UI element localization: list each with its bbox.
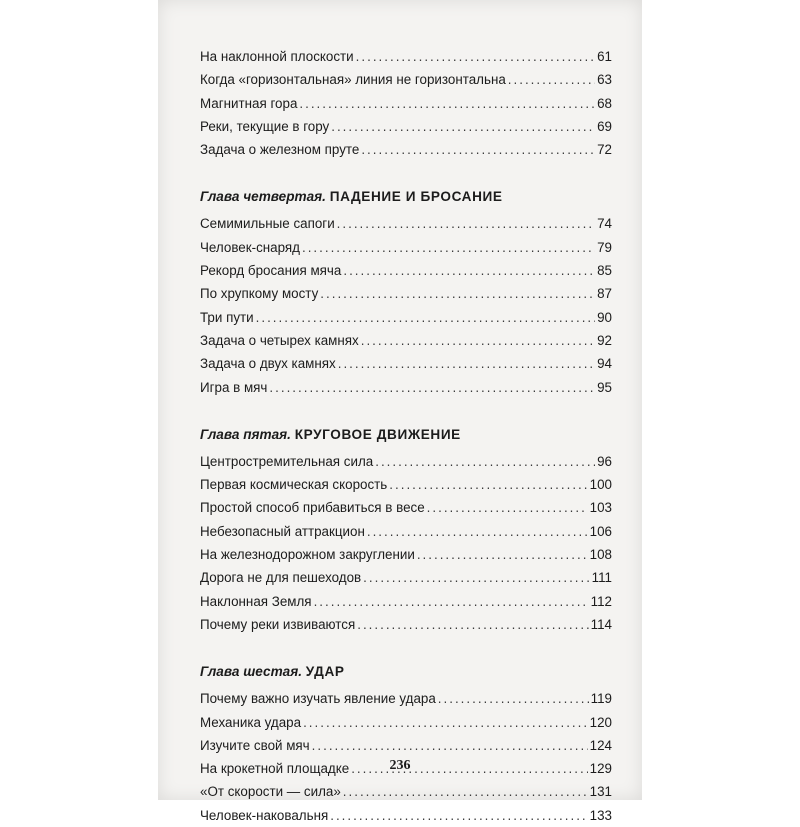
toc-entry-title: На наклонной плоскости <box>200 49 354 64</box>
toc-entry-page: 74 <box>597 216 612 232</box>
toc-entry-page: 94 <box>597 356 612 372</box>
toc-entry-page: 129 <box>589 761 612 777</box>
toc-entry <box>200 306 612 329</box>
chapter-heading <box>200 184 612 210</box>
toc-entry <box>200 590 612 613</box>
toc-entry-page: 100 <box>589 477 612 493</box>
dot-leader <box>367 520 588 543</box>
toc-entry <box>200 613 612 636</box>
toc-entry-page: 85 <box>597 263 612 279</box>
toc-entry-title: Три пути <box>200 309 254 325</box>
toc-entry-page: 108 <box>589 547 612 563</box>
dot-leader <box>302 236 595 259</box>
toc-entry-title: Задача о двух камнях <box>200 356 336 372</box>
toc-entry-title: Небезопасный аттракцион <box>200 523 365 539</box>
toc-entry-title: «От скорости — сила» <box>200 784 341 800</box>
chapter-heading <box>200 422 612 448</box>
dot-leader <box>331 115 595 138</box>
toc-entry <box>200 329 612 352</box>
toc-entry <box>200 711 612 734</box>
dot-leader <box>338 352 595 375</box>
dot-leader <box>256 306 595 329</box>
toc-entry <box>200 236 612 259</box>
toc-entry-title: Почему важно изучать явление удара <box>200 691 436 707</box>
dot-leader <box>343 780 588 803</box>
dot-leader <box>330 804 587 827</box>
toc-entry-title: Семимильные сапоги <box>200 216 335 232</box>
dot-leader <box>363 566 589 589</box>
toc-entry <box>200 734 612 757</box>
toc-entry-title: Человек-наковальня <box>200 807 329 823</box>
toc-entry-title: Простой способ прибавиться в весе <box>200 500 425 516</box>
dot-leader <box>357 613 588 636</box>
toc-entry-title: На железнодорожном закруглении <box>200 547 415 563</box>
toc-entry-page: 68 <box>597 95 612 111</box>
toc-entry-title: Игра в мяч <box>200 379 268 395</box>
dot-leader <box>361 138 595 161</box>
chapter-label: Глава шестая. <box>200 664 303 680</box>
dot-leader <box>438 687 589 710</box>
toc-entry <box>200 780 612 803</box>
toc-entry-title: Человек-снаряд <box>200 239 300 255</box>
chapter-name: УДАР <box>305 664 345 680</box>
toc-entry-title: Первая космическая скорость <box>200 477 388 493</box>
toc-entry-page: 72 <box>597 142 612 158</box>
toc-entry-title: Дорога не для пешеходов <box>200 570 362 586</box>
toc-entry-page: 103 <box>589 500 612 516</box>
toc-entry-title: Задача о четырех камнях <box>200 332 359 348</box>
toc-entry-title: Почему реки извиваются <box>200 616 356 632</box>
toc-entry-title: Рекорд бросания мяча <box>200 263 342 279</box>
toc-entry-page: 120 <box>589 714 612 730</box>
toc-entry-page: 69 <box>597 118 612 134</box>
toc-entry <box>200 45 612 68</box>
dot-leader <box>361 329 595 352</box>
dot-leader <box>303 711 588 734</box>
toc-entry-title: Центростремительная сила <box>200 453 374 469</box>
table-of-contents <box>200 45 612 827</box>
toc-entry-title: На крокетной площадке <box>200 761 350 777</box>
toc-entry <box>200 520 612 543</box>
toc-entry <box>200 92 612 115</box>
toc-entry-page: 92 <box>597 332 612 348</box>
toc-entry <box>200 68 612 91</box>
toc-entry <box>200 496 612 519</box>
toc-entry-title: Механика удара <box>200 714 302 730</box>
toc-entry-page: 106 <box>589 523 612 539</box>
toc-entry <box>200 687 612 710</box>
toc-entry-page: 112 <box>590 593 612 609</box>
toc-entry <box>200 376 612 399</box>
dot-leader <box>356 45 595 68</box>
toc-entry-page: 79 <box>597 239 612 255</box>
dot-leader <box>375 450 595 473</box>
dot-leader <box>312 734 588 757</box>
toc-entry <box>200 138 612 161</box>
chapter-label: Глава четвертая. <box>200 189 326 205</box>
toc-entry <box>200 804 612 827</box>
dot-leader <box>343 259 595 282</box>
toc-entry-page: 63 <box>597 72 612 88</box>
toc-entry <box>200 212 612 235</box>
chapter-label: Глава пятая. <box>200 426 291 442</box>
toc-entry-page: 114 <box>590 616 612 632</box>
toc-entry-title: Реки, текущие в гору <box>200 118 330 134</box>
dot-leader <box>337 212 595 235</box>
toc-entry-page: 124 <box>589 737 612 753</box>
dot-leader <box>269 376 595 399</box>
toc-entry-page: 87 <box>597 286 612 302</box>
page-number: 236 <box>389 758 411 773</box>
toc-entry-title: Задача о железном пруте <box>200 142 360 158</box>
toc-entry <box>200 566 612 589</box>
dot-leader <box>427 496 588 519</box>
dot-leader <box>320 282 595 305</box>
toc-entry <box>200 473 612 496</box>
toc-entry-page: 131 <box>589 784 612 800</box>
toc-entry <box>200 543 612 566</box>
chapter-name: ПАДЕНИЕ И БРОСАНИЕ <box>329 189 503 205</box>
toc-entry-page: 95 <box>597 379 612 395</box>
dot-leader <box>389 473 587 496</box>
toc-entry <box>200 450 612 473</box>
chapter-heading <box>200 659 612 685</box>
chapter-name: КРУГОВОЕ ДВИЖЕНИЕ <box>294 426 461 442</box>
toc-entry-title: Магнитная гора <box>200 95 298 111</box>
dot-leader <box>314 590 589 613</box>
toc-entry-page: 133 <box>589 807 612 823</box>
toc-entry <box>200 352 612 375</box>
toc-entry-page: 90 <box>597 309 612 325</box>
toc-entry <box>200 282 612 305</box>
toc-entry-page: 96 <box>597 453 612 469</box>
toc-entry-title: Когда «горизонтальная» линия не горизонтальна <box>200 72 506 88</box>
toc-entry-page: 119 <box>590 691 612 707</box>
toc-entry-page: 111 <box>591 570 612 586</box>
toc-entry <box>200 259 612 282</box>
toc-entry <box>200 115 612 138</box>
toc-entry-title: Изучите свой мяч <box>200 737 310 753</box>
dot-leader <box>417 543 588 566</box>
toc-entry-title: По хрупкому мосту <box>200 286 319 302</box>
dot-leader <box>508 68 595 91</box>
toc-entry-title: Наклонная Земля <box>200 593 312 609</box>
toc-entry-page: 61 <box>597 49 612 64</box>
dot-leader <box>299 92 595 115</box>
